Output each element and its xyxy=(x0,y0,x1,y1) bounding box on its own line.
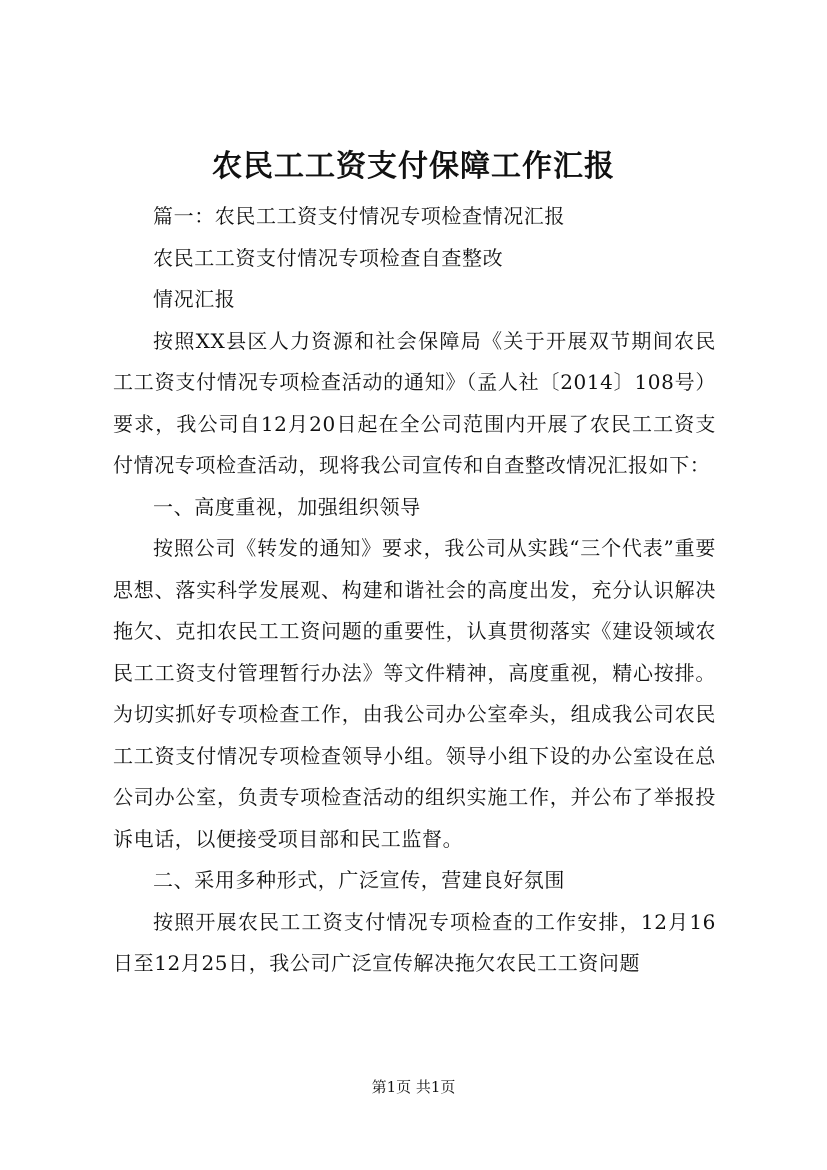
page-footer: 第1页 共1页 xyxy=(371,1078,456,1096)
paragraph-body-2: 按照开展农民工工资支付情况专项检查的工作安排，12月16日至12月25日，我公司广泛宣传解决拖欠农民工工资问题 xyxy=(113,909,716,975)
paragraph-subtitle-2: 情况汇报 xyxy=(153,287,236,311)
document-title: 农民工工资支付保障工作汇报 xyxy=(212,149,615,184)
document-body xyxy=(113,196,716,985)
paragraph-section-title: 篇一：农民工工资支付情况专项检查情况汇报 xyxy=(153,204,565,228)
paragraph-body-1: 按照公司《转发的通知》要求，我公司从实践“三个代表”重要思想、落实科学发展观、构建和谐社会的高度出发，充分认识解决拖欠、克扣农民工工资问题的重要性，认真贯彻落实《建设领域农民工工资支付管理暂行办法》等文件精神，高度重视，精心按排。为切实抓好专项检查工作，由我公司办公室牵头，组成我公司农民工工资支付情况专项检查领导小组。领导小组下设的办公室设在总公司办公室，负责专项检查活动的组织实施工作，并公布了举报投诉电话，以便接受项目部和民工监督。 xyxy=(113,536,716,851)
paragraph-intro: 按照XX县区人力资源和社会保障局《关于开展双节期间农民工工资支付情况专项检查活动的通知》（孟人社〔2014〕108号）要求，我公司自12月20日起在全公司范围内开展了农民工工资支付情况专项检查活动，现将我公司宣传和自查整改情况汇报如下： xyxy=(113,328,716,477)
paragraph-heading-2: 二、采用多种形式，广泛宣传，营建良好氛围 xyxy=(153,868,565,892)
paragraph-subtitle: 农民工工资支付情况专项检查自查整改 xyxy=(153,245,504,270)
paragraph-heading-1: 一、高度重视，加强组织领导 xyxy=(153,494,421,519)
